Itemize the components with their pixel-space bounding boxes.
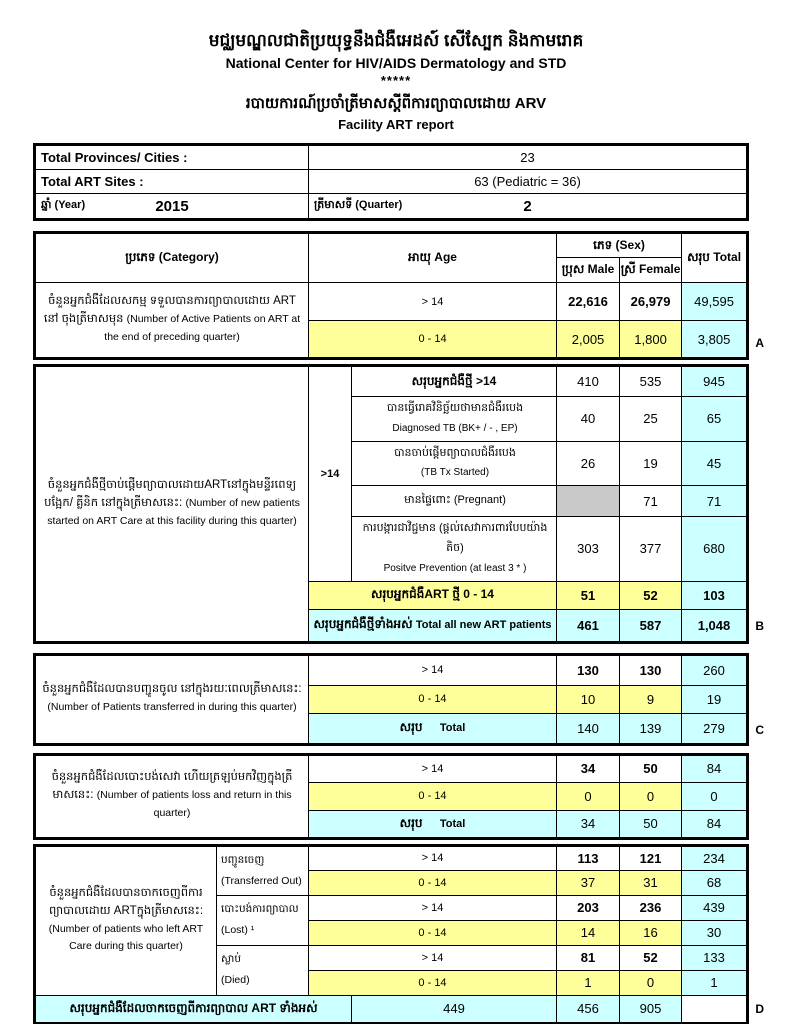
loss-return-khmer: ចំនួនអ្នកជំងឺដែលបោះបង់សេវា ហើយត្រឡប់មកវិញក្នុងត្រីមាសនេះ: [51, 771, 293, 802]
total-value: 1,048 [682, 609, 748, 642]
died-khmer: ស្លាប់ [221, 953, 241, 966]
org-title-english: National Center for HIV/AIDS Dermatology and STD [225, 55, 567, 72]
age-cell: > 14 [309, 654, 557, 685]
positive-prevention-label [352, 517, 557, 581]
active-category-english: (Number of Active Patients on ART at the end of preceding quarter) [104, 313, 301, 343]
col-header-male: ប្រុស Male [557, 258, 620, 283]
subtotal-khmer: សរុប [399, 720, 423, 735]
active-category-khmer: ចំនួនអ្នកជំងឺដែលសកម្ម ទទួលបានការព្យាបាលដោយ ART នៅ ចុងត្រី​មាសមុន [43, 295, 296, 326]
report-title-english: Facility ART report [338, 116, 454, 132]
total-new-patients-label [309, 609, 557, 642]
new-patients-table [33, 364, 749, 644]
male-value: 34 [557, 810, 620, 838]
female-value: 26,979 [620, 283, 682, 321]
art-sites-value: 63 (Pediatric = 36) [309, 170, 748, 194]
age-cell: 0 - 14 [309, 321, 557, 359]
female-value: 9 [620, 685, 682, 713]
age-cell: > 14 [309, 845, 557, 870]
new-over14-summary-row [35, 366, 748, 397]
loss-return-table [33, 753, 749, 840]
tb-tx-khmer: បានចាប់ផ្តើមព្យាបាលជំងឺរបេង [394, 446, 516, 459]
male-value: 2,005 [557, 321, 620, 359]
year-cell [35, 194, 309, 220]
total-value: 103 [682, 581, 748, 609]
female-value: 1,800 [620, 321, 682, 359]
male-value: 303 [557, 517, 620, 581]
positive-prevention-khmer: ការបង្ការជាវិជ្ជមាន (ផ្តល់សេវាការពារបែបយ៉ាងតិច) [362, 522, 548, 554]
quarter-value: 2 [523, 197, 532, 215]
left-care-khmer: ចំនួនអ្នកជំងឺដែលបានចាកចេញពីការ ព្យាបាលដោយ ARTក្នុងត្រីមាសនេះ: [48, 886, 204, 917]
female-value: 50 [620, 754, 682, 782]
col-header-category: ប្រភេទ (Category) [35, 233, 309, 283]
new-category-english: (Number of new patients started on ART Care at this facility during this quarter) [47, 496, 300, 527]
document-header [0, 0, 792, 133]
row-letter-b: B [755, 618, 764, 633]
new-category-khmer: ចំនួនអ្នកជំងឺថ្មីចាប់ផ្តើមព្យាបាលដោយARTនៅក្នុងមន្ទីរពេទ្យបង្អែក/ គ្លីនិក នៅក្នុងត្រីមាសនេះ: [44, 479, 297, 509]
total-new-english: Total all new ART patients [415, 619, 552, 632]
section-transferred-in [33, 653, 764, 746]
year-value: 2015 [155, 197, 189, 215]
section-loss-return [33, 753, 747, 840]
total-value: 0 [682, 782, 748, 810]
transferred-out-over14-row [35, 845, 748, 870]
subtotal-english: Total [439, 817, 466, 830]
tb-tx-label [352, 441, 557, 486]
total-value: 3,805 [682, 321, 748, 359]
female-value: 0 [620, 782, 682, 810]
total-value: 19 [682, 685, 748, 713]
transferred-in-khmer: ចំនួនអ្នកជំងឺដែលបានបញ្ជូនចូល នៅក្នុងរយៈពេលត្រីមាសនេះ: [42, 683, 302, 696]
provinces-row [35, 145, 748, 170]
info-table [33, 143, 749, 221]
male-value-blocked [557, 486, 620, 517]
transferred-in-category-cell [35, 654, 309, 744]
age-cell: 0 - 14 [309, 685, 557, 713]
total-value: 279 [682, 713, 748, 744]
report-info-section [33, 143, 747, 221]
transferred-out-khmer: បញ្ជូនចេញ [221, 853, 265, 866]
female-value: 25 [620, 397, 682, 442]
provinces-value: 23 [309, 145, 748, 170]
positive-prevention-english: Positve Prevention (at least 3 * ) [383, 562, 527, 574]
transferred-out-english: (Transferred Out) [221, 874, 302, 887]
main-table-header-and-a [33, 231, 749, 360]
col-header-female: ស្រី Female [620, 258, 682, 283]
male-value: 410 [557, 366, 620, 397]
lost-english: (Lost) ¹ [221, 924, 255, 937]
art-sites-label: Total ART Sites : [35, 170, 309, 194]
male-value: 0 [557, 782, 620, 810]
total-value: 260 [682, 654, 748, 685]
transferred-in-table [33, 653, 749, 746]
col-header-sex: ភេទ (Sex) [557, 233, 682, 258]
left-care-total-row [35, 995, 748, 1023]
female-value: 19 [620, 441, 682, 486]
female-value: 121 [620, 845, 682, 870]
subtotal-label [309, 810, 557, 838]
male-value: 51 [557, 581, 620, 609]
quarter-label: ត្រីមាសទី (Quarter) [314, 199, 403, 211]
section-left-art-care [33, 844, 764, 1024]
female-value: 0 [620, 970, 682, 995]
col-header-age: អាយុ Age [309, 233, 557, 283]
female-value: 31 [620, 870, 682, 895]
loss-return-over14-row [35, 754, 748, 782]
female-value: 52 [620, 945, 682, 970]
total-value: 1 [682, 970, 748, 995]
male-value: 40 [557, 397, 620, 442]
total-value: 84 [682, 810, 748, 838]
age-cell: 0 - 14 [309, 782, 557, 810]
diagnosed-tb-label [352, 397, 557, 442]
active-over14-row [35, 283, 748, 321]
female-value: 130 [620, 654, 682, 685]
total-value: 71 [682, 486, 748, 517]
subtotal-khmer: សរុប [399, 815, 423, 830]
died-english: (Died) [221, 974, 250, 987]
left-care-category-cell [35, 845, 217, 995]
section-active-patients [33, 231, 764, 360]
report-title-khmer: របាយការណ៍ប្រចាំត្រីមាសស្តីពីការព្យាបាលដោយ ARV [245, 95, 547, 112]
female-value: 587 [620, 609, 682, 642]
age-cell: > 14 [309, 895, 557, 920]
year-quarter-row [35, 194, 748, 220]
age-cell: 0 - 14 [309, 870, 557, 895]
col-header-total: សរុប Total [682, 233, 748, 283]
age-cell: > 14 [309, 945, 557, 970]
female-value: 535 [620, 366, 682, 397]
new-over14-summary-label: សរុបអ្នកជំងឺថ្មី >14 [352, 366, 557, 397]
org-title-khmer: មជ្ឈមណ្ឌលជាតិប្រយុទ្ធនឹងជំងឺអេដស៍ សើស្បែក និងកាមរោគ [208, 31, 584, 50]
row-letter-c: C [755, 722, 764, 737]
section-new-patients [33, 364, 764, 644]
male-value: 130 [557, 654, 620, 685]
age-over14-cell: >14 [309, 366, 352, 582]
subtotal-label [309, 713, 557, 744]
transferred-out-label [217, 845, 309, 895]
transferred-in-over14-row [35, 654, 748, 685]
male-value: 1 [557, 970, 620, 995]
female-value: 52 [620, 581, 682, 609]
provinces-label: Total Provinces/ Cities : [35, 145, 309, 170]
female-value: 16 [620, 920, 682, 945]
total-value: 234 [682, 845, 748, 870]
row-letter-a: A [755, 336, 764, 350]
male-value: 10 [557, 685, 620, 713]
male-value: 461 [557, 609, 620, 642]
female-value: 377 [620, 517, 682, 581]
left-care-english: (Number of patients who left ART Care during this quarter) [48, 922, 204, 953]
male-value: 203 [557, 895, 620, 920]
left-art-care-table [33, 844, 749, 1024]
year-label: ឆ្នាំ (Year) [41, 199, 86, 211]
loss-return-english: (Number of patients loss and return in this quarter) [96, 789, 292, 819]
total-value: 68 [682, 870, 748, 895]
active-category-cell [35, 283, 309, 359]
male-value: 37 [557, 870, 620, 895]
total-new-khmer: សរុបអ្នកជំងឺថ្មីទាំងអស់ [313, 617, 413, 632]
male-value: 113 [557, 845, 620, 870]
quarter-cell [309, 194, 748, 220]
male-value: 22,616 [557, 283, 620, 321]
transferred-in-english: (Number of Patients transferred in during this quarter) [47, 701, 297, 714]
male-value: 81 [557, 945, 620, 970]
art-sites-row [35, 170, 748, 194]
age-cell: 0 - 14 [309, 970, 557, 995]
age-cell: > 14 [309, 283, 557, 321]
diagnosed-tb-khmer: បានធ្វើរោគវិនិច្ឆ័យថាមានជំងឺរបេង [386, 402, 524, 414]
total-value: 30 [682, 920, 748, 945]
male-value: 140 [557, 713, 620, 744]
male-value: 34 [557, 754, 620, 782]
died-label [217, 945, 309, 995]
male-value: 449 [352, 995, 557, 1023]
separator-stars: ***** [380, 72, 412, 88]
male-value: 14 [557, 920, 620, 945]
female-value: 236 [620, 895, 682, 920]
total-value: 680 [682, 517, 748, 581]
female-value: 71 [620, 486, 682, 517]
row-letter-d: D [755, 1001, 764, 1016]
new-under14-summary-label: សរុបអ្នកជំងឺART ថ្មី 0 - 14 [309, 581, 557, 609]
lost-khmer: បោះបង់ការព្យាបាល [221, 903, 299, 916]
female-value: 139 [620, 713, 682, 744]
age-cell: > 14 [309, 754, 557, 782]
pregnant-label: មានផ្ទៃពោះ (Pregnant) [352, 486, 557, 517]
male-value: 26 [557, 441, 620, 486]
left-care-total-label: សរុបអ្នកជំងឺដែលចាកចេញពីការព្យាបាល ART ទាំងអស់ [35, 995, 352, 1023]
female-value: 50 [620, 810, 682, 838]
age-cell: 0 - 14 [309, 920, 557, 945]
total-value: 49,595 [682, 283, 748, 321]
diagnosed-tb-english: Diagnosed TB (BK+ / - , EP) [392, 422, 518, 434]
total-value: 905 [620, 995, 682, 1023]
total-value: 945 [682, 366, 748, 397]
new-category-cell [35, 366, 309, 643]
total-value: 133 [682, 945, 748, 970]
total-value: 45 [682, 441, 748, 486]
total-value: 65 [682, 397, 748, 442]
subtotal-english: Total [439, 722, 466, 735]
lost-label [217, 895, 309, 945]
tb-tx-english: (TB Tx Started) [420, 467, 490, 479]
female-value: 456 [557, 995, 620, 1023]
loss-return-category-cell [35, 754, 309, 838]
total-value: 439 [682, 895, 748, 920]
total-value: 84 [682, 754, 748, 782]
